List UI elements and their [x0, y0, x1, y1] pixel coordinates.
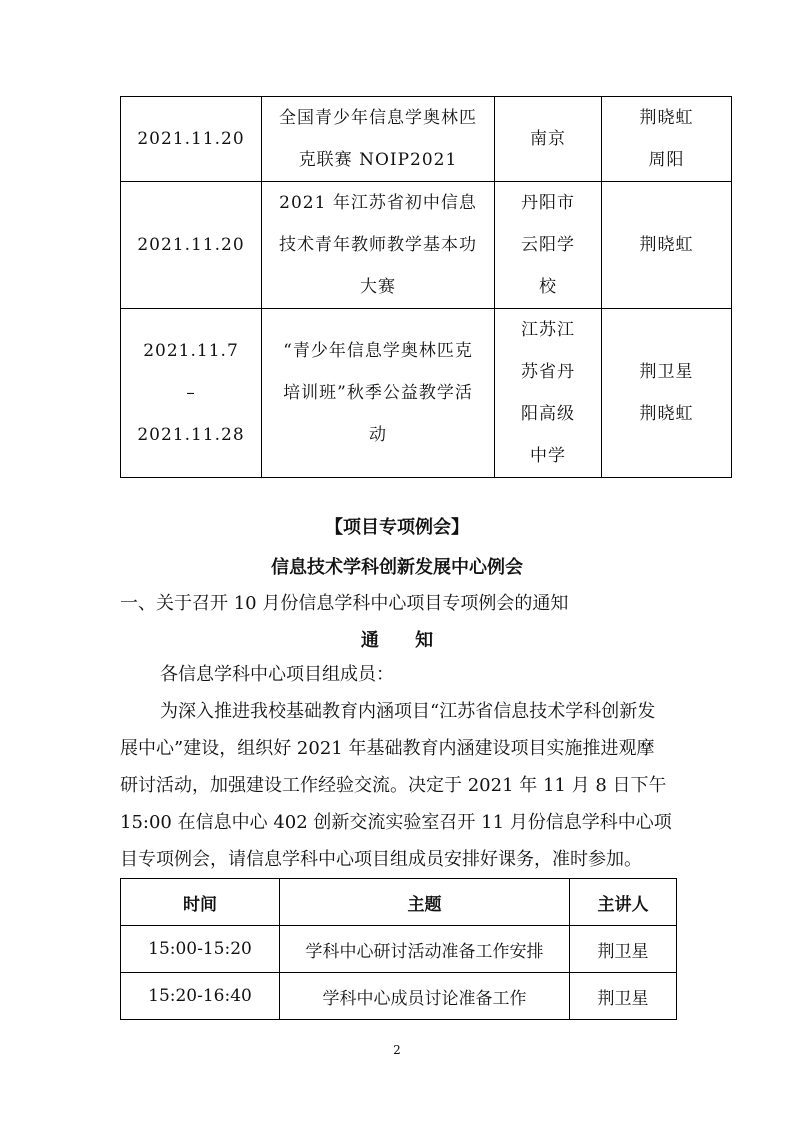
schedule-event-line: 培训班”秋季公益教学活	[283, 383, 473, 403]
schedule-people-line: 荆晓虹	[639, 404, 694, 424]
schedule-people-line: 荆晓虹	[639, 235, 694, 255]
page-number: 2	[393, 1043, 401, 1057]
notice-title: 通 知	[360, 630, 434, 651]
table-row	[121, 926, 677, 973]
schedule-people-line: 周阳	[648, 150, 685, 170]
schedule-date-line: 2021.11.20	[137, 129, 245, 149]
agenda-topic: 学科中心研讨活动准备工作安排	[280, 926, 570, 973]
schedule-people	[602, 182, 732, 309]
subtitle: 信息技术学科创新发展中心例会	[271, 557, 523, 578]
schedule-date-line: 2021.11.20	[137, 235, 245, 255]
schedule-date-line: 2021.11.28	[137, 425, 245, 445]
schedule-date-line: 2021.11.7	[143, 341, 239, 361]
table-row	[121, 309, 732, 478]
body-line: 15:00 在信息中心 402 创新交流实验室召开 11 月份信息学科中心项	[120, 812, 672, 833]
agenda-time: 15:20-16:40	[121, 973, 280, 1020]
body-line: 为深入推进我校基础教育内涵项目“江苏省信息技术学科创新发	[160, 701, 656, 722]
schedule-location-line: 南京	[530, 129, 566, 149]
schedule-location	[495, 97, 602, 182]
agenda-speaker: 荆卫星	[570, 926, 677, 973]
schedule-date	[121, 182, 262, 309]
schedule-event-line: 2021 年江苏省初中信息	[279, 193, 477, 213]
schedule-people	[602, 97, 732, 182]
header-speaker: 主讲人	[570, 879, 677, 926]
table-row	[121, 97, 732, 182]
body-line: 研讨活动，加强建设工作经验交流。决定于 2021 年 11 月 8 日下午	[120, 775, 667, 796]
schedule-date-line: –	[186, 383, 196, 403]
schedule-event	[262, 182, 495, 309]
schedule-location-line: 阳高级	[521, 404, 575, 424]
schedule-location-line: 丹阳市	[521, 193, 575, 213]
header-topic: 主题	[280, 879, 570, 926]
schedule-location	[495, 182, 602, 309]
schedule-location-line: 苏省丹	[521, 362, 575, 382]
agenda-topic: 学科中心成员讨论准备工作	[280, 973, 570, 1020]
schedule-people-line: 荆晓虹	[639, 108, 694, 128]
item-heading: 一、关于召开 10 月份信息学科中心项目专项例会的通知	[120, 593, 569, 614]
schedule-location-line: 校	[539, 277, 557, 297]
schedule-event	[262, 309, 495, 478]
schedule-event-line: 大赛	[360, 277, 396, 297]
schedule-event-line: 克联赛 NOIP2021	[298, 150, 458, 170]
table-row	[121, 973, 677, 1020]
schedule-date	[121, 97, 262, 182]
schedule-location-line: 中学	[530, 446, 566, 466]
schedule-date	[121, 309, 262, 478]
schedule-event	[262, 97, 495, 182]
agenda-speaker: 荆卫星	[570, 973, 677, 1020]
header-time: 时间	[121, 879, 280, 926]
agenda-table	[120, 878, 677, 1020]
competition-schedule-table	[120, 96, 732, 478]
body-line: 展中心”建设，组织好 2021 年基础教育内涵建设项目实施推进观摩	[120, 738, 655, 759]
section-title: 【项目专项例会】	[325, 517, 469, 538]
schedule-location-line: 江苏江	[521, 320, 575, 340]
schedule-event-line: 动	[369, 425, 387, 445]
agenda-time: 15:00-15:20	[121, 926, 280, 973]
body-line: 目专项例会，请信息学科中心项目组成员安排好课务，准时参加。	[120, 849, 642, 870]
schedule-event-line: 全国青少年信息学奥林匹	[279, 108, 477, 128]
schedule-people	[602, 309, 732, 478]
schedule-location	[495, 309, 602, 478]
schedule-people-line: 荆卫星	[639, 362, 694, 382]
salutation: 各信息学科中心项目组成员：	[160, 664, 394, 685]
schedule-event-line: 技术青年教师教学基本功	[279, 235, 477, 255]
schedule-location-line: 云阳学	[521, 235, 575, 255]
agenda-header-row	[121, 879, 677, 926]
schedule-event-line: “青少年信息学奥林匹克	[283, 341, 473, 361]
table-row	[121, 182, 732, 309]
